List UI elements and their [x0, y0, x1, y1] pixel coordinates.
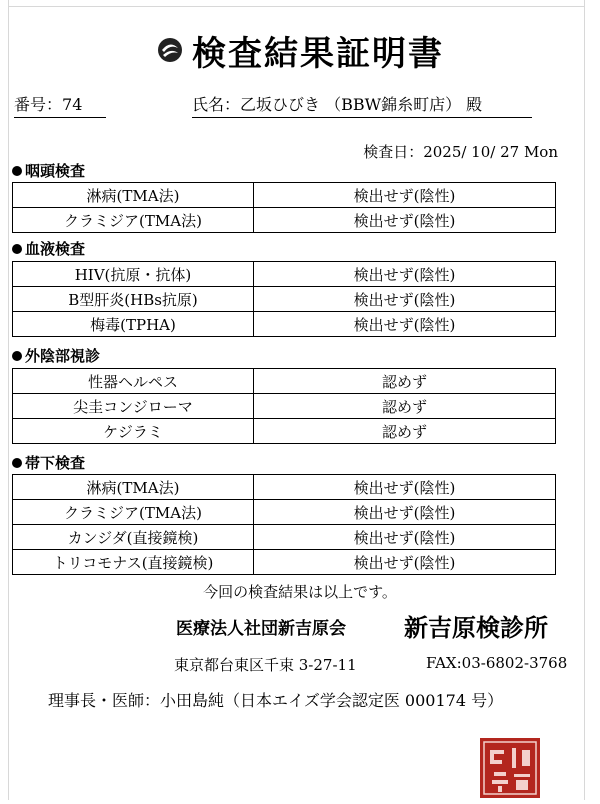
red-seal-stamp — [478, 736, 542, 800]
test-result: 検出せず(陰性) — [254, 312, 556, 337]
table-row — [13, 475, 556, 500]
table-row — [13, 183, 556, 208]
section-title — [12, 452, 85, 473]
test-item: トリコモナス(直接鏡検) — [13, 550, 254, 575]
results-table — [12, 474, 556, 575]
results-table — [12, 182, 556, 233]
test-result: 検出せず(陰性) — [254, 525, 556, 550]
title-text: 検査結果証明書 — [192, 34, 444, 74]
table-row — [13, 550, 556, 575]
name-label: 氏名： — [192, 95, 241, 114]
table-row — [13, 394, 556, 419]
bullet-icon — [12, 458, 22, 468]
organization-name: 医療法人社団新吉原会 — [176, 619, 346, 639]
test-item: 梅毒(TPHA) — [13, 312, 254, 337]
test-result: 検出せず(陰性) — [254, 500, 556, 525]
exam-date: 検査日：2025/ 10/ 27 Mon — [363, 143, 558, 161]
test-item: 淋病(TMA法) — [13, 475, 254, 500]
fax-number: FAX:03-6802-3768 — [426, 654, 568, 672]
director-line: 理事長・医師：小田島純（日本エイズ学会認定医 000174 号） — [48, 691, 504, 710]
section-title-text: 咽頭検査 — [25, 162, 86, 180]
table-row — [13, 525, 556, 550]
header-row — [14, 92, 574, 114]
test-result: 認めず — [254, 394, 556, 419]
crest-logo-icon — [156, 33, 184, 73]
bullet-icon — [12, 244, 22, 254]
section-title — [12, 238, 85, 259]
table-row — [13, 312, 556, 337]
test-result: 検出せず(陰性) — [254, 183, 556, 208]
test-result: 検出せず(陰性) — [254, 262, 556, 287]
test-item: HIV(抗原・抗体) — [13, 262, 254, 287]
test-result: 認めず — [254, 369, 556, 394]
test-item: クラミジア(TMA法) — [13, 208, 254, 233]
number-field — [14, 92, 106, 118]
section-title — [12, 160, 85, 181]
results-table — [12, 261, 556, 337]
test-item: クラミジア(TMA法) — [13, 500, 254, 525]
section-title — [12, 345, 100, 366]
clinic-name: 新吉原検診所 — [404, 614, 548, 642]
test-item: 淋病(TMA法) — [13, 183, 254, 208]
frame-left-line — [8, 0, 9, 800]
table-row — [13, 419, 556, 444]
number-label: 番号： — [14, 95, 63, 114]
section-title-text: 血液検査 — [25, 240, 86, 258]
bullet-icon — [12, 166, 22, 176]
section-title-text: 帯下検査 — [25, 454, 86, 472]
page-title — [0, 26, 600, 75]
test-item: カンジダ(直接鏡検) — [13, 525, 254, 550]
table-row — [13, 262, 556, 287]
test-item: 尖圭コンジローマ — [13, 394, 254, 419]
test-result: 検出せず(陰性) — [254, 550, 556, 575]
section-title-text: 外陰部視診 — [25, 347, 101, 365]
results-table — [12, 368, 556, 444]
test-item: B型肝炎(HBs抗原) — [13, 287, 254, 312]
test-result: 検出せず(陰性) — [254, 208, 556, 233]
closing-text: 今回の検査結果は以上です。 — [203, 583, 397, 601]
bullet-icon — [12, 351, 22, 361]
test-result: 認めず — [254, 419, 556, 444]
frame-right-line — [584, 0, 585, 800]
table-row — [13, 287, 556, 312]
test-item: 性器ヘルペス — [13, 369, 254, 394]
table-row — [13, 208, 556, 233]
table-row — [13, 500, 556, 525]
name-field — [192, 92, 532, 118]
frame-top-line — [8, 6, 585, 7]
test-result: 検出せず(陰性) — [254, 475, 556, 500]
test-result: 検出せず(陰性) — [254, 287, 556, 312]
name-value: 乙坂ひびき （BBW錦糸町店） 殿 — [240, 95, 483, 114]
test-item: ケジラミ — [13, 419, 254, 444]
clinic-address: 東京都台東区千束 3-27-11 — [174, 656, 357, 674]
number-value: 74 — [62, 95, 83, 114]
table-row — [13, 369, 556, 394]
